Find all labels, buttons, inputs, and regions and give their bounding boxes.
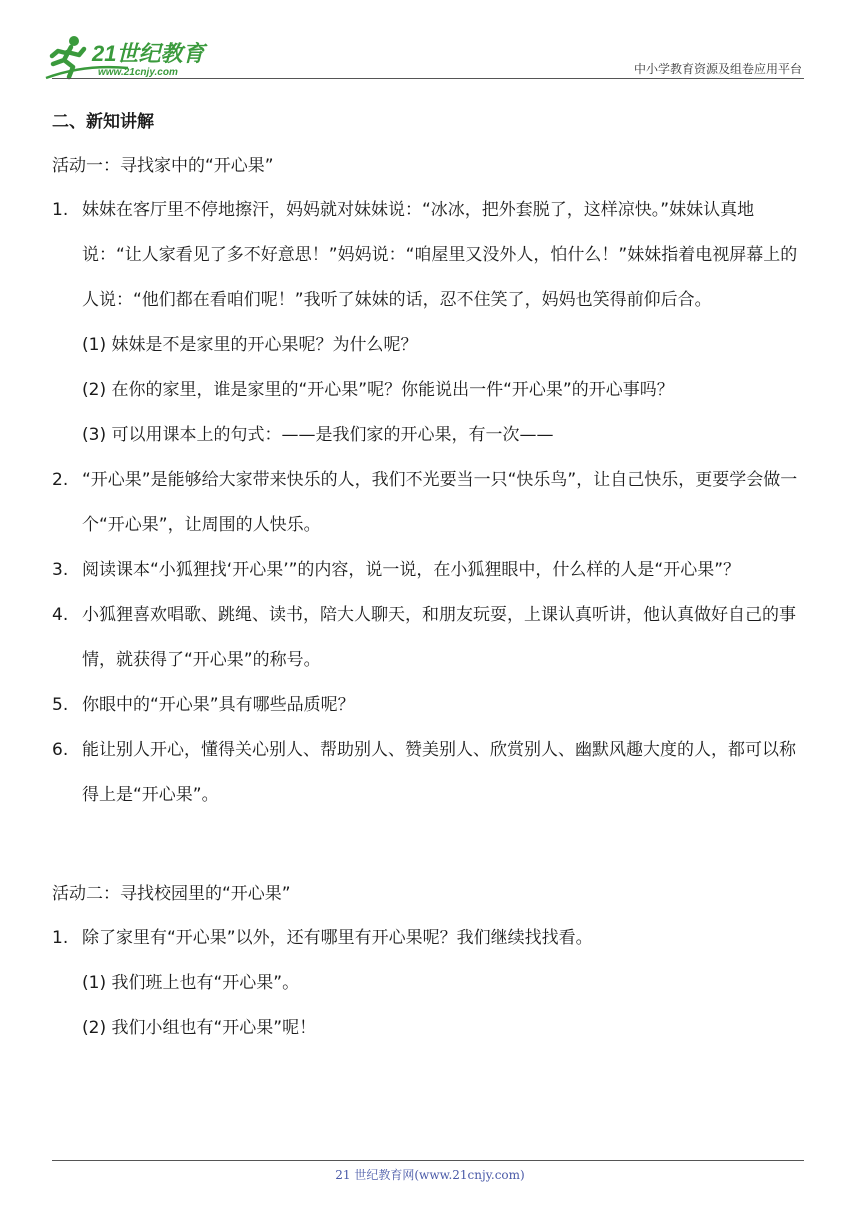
footer-divider (52, 1160, 804, 1161)
item-text: 阅读课本“小狐狸找‘开心果’”的内容，说一说，在小狐狸眼中，什么样的人是“开心果”？ (82, 560, 741, 580)
page-header (0, 0, 860, 82)
logo-text: 21世纪教育 (92, 41, 205, 66)
sub-question: (2) 在你的家里，谁是家里的“开心果”呢？你能说出一件“开心果”的开心事吗？ (82, 380, 674, 400)
sub-question: (3) 可以用课本上的句式：——是我们家的开心果，有一次—— (82, 425, 554, 445)
item-number: 3. (52, 560, 69, 580)
list-item (52, 458, 812, 548)
item-text: “开心果”是能够给大家带来快乐的人，我们不光要当一只“快乐鸟”，让自己快乐，更要学会做一个“开心果”，让周围的人快乐。 (82, 470, 798, 535)
activity-2-title: 活动二：寻找校园里的“开心果” (52, 884, 291, 904)
item-number: 1. (52, 200, 69, 220)
item-text: 妹妹在客厅里不停地擦汗，妈妈就对妹妹说：“冰冰，把外套脱了，这样凉快。”妹妹认真地说：“让人家看见了多不好意思！”妈妈说：“咱屋里又没外人，怕什么！”妹妹指着电视屏幕上的人说：“他们都在看咱们呢！”我听了妹妹的话，忍不住笑了，妈妈也笑得前仰后合。 (82, 200, 798, 310)
list-item (52, 188, 812, 323)
site-logo (44, 34, 244, 80)
list-item (52, 593, 812, 683)
sub-question: (1) 妹妹是不是家里的开心果呢？为什么呢？ (82, 335, 418, 355)
header-tagline: 中小学教育资源及组卷应用平台 (633, 62, 802, 76)
item-text: 小狐狸喜欢唱歌、跳绳、读书，陪大人聊天，和朋友玩耍，上课认真听讲，他认真做好自己的事情，就获得了“开心果”的称号。 (82, 605, 796, 670)
item-number: 1. (52, 928, 69, 948)
list-item (52, 728, 812, 818)
item-text: 你眼中的“开心果”具有哪些品质呢？ (82, 695, 355, 715)
item-number: 2. (52, 470, 69, 490)
sub-question: (1) 我们班上也有“开心果”。 (82, 973, 300, 993)
section-title: 二、新知讲解 (52, 112, 154, 132)
list-item (52, 548, 812, 593)
header-divider (52, 78, 804, 79)
activity-1-title: 活动一：寻找家中的“开心果” (52, 156, 274, 176)
page-footer: 21 世纪教育网(www.21cnjy.com) (335, 1168, 525, 1182)
sub-question: (2) 我们小组也有“开心果”呢！ (82, 1018, 317, 1038)
spacer (52, 818, 812, 872)
item-number: 4. (52, 605, 69, 625)
list-item (52, 683, 812, 728)
item-number: 5. (52, 695, 69, 715)
logo-url: www.21cnjy.com (98, 67, 178, 78)
item-text: 除了家里有“开心果”以外，还有哪里有开心果呢？我们继续找找看。 (82, 928, 593, 948)
document-body (52, 100, 812, 1051)
list-item (52, 916, 812, 961)
item-text: 能让别人开心，懂得关心别人、帮助别人、赞美别人、欣赏别人、幽默风趣大度的人，都可以称得上是“开心果”。 (82, 740, 796, 805)
item-number: 6. (52, 740, 69, 760)
